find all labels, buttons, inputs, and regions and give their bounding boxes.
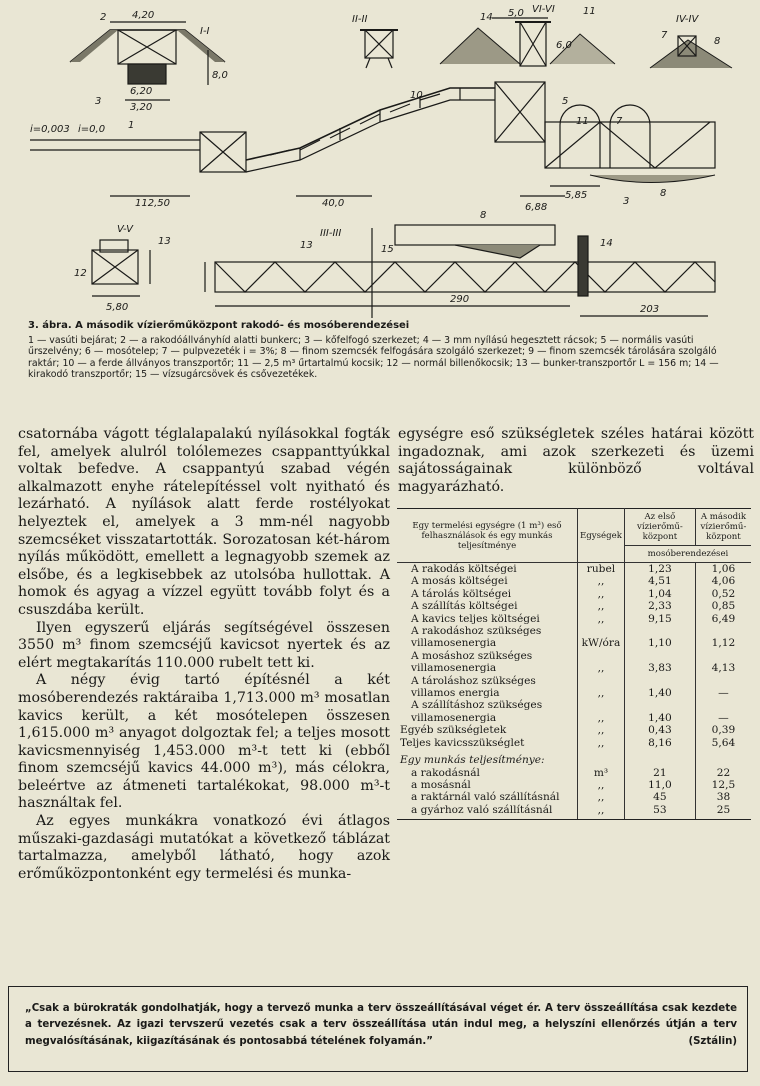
row-value-2: 25 — [695, 804, 751, 820]
dim-320: 3,20 — [130, 102, 153, 113]
row-label: a rakodásnál — [411, 766, 480, 779]
callout-7b: 7 — [616, 116, 623, 127]
row-value-2: 38 — [716, 791, 731, 804]
row-unit: ,, — [578, 650, 625, 675]
section-II-II — [360, 30, 398, 68]
figure-caption — [28, 320, 750, 381]
header-sub: mosóberendezései — [624, 546, 751, 563]
dim-620: 6,20 — [130, 86, 153, 97]
callout-5: 5 — [562, 96, 569, 107]
callout-1: 1 — [128, 120, 135, 131]
table-row — [397, 804, 751, 820]
paragraph: egységre eső szükségletek széles határai között ingadoznak, ami azok szerkezeti és üzemi sajátosságainak különböző voltával magyarázható. — [398, 426, 754, 495]
row-value-1: 1,40 — [624, 675, 695, 700]
row-value-2: 12,5 — [711, 778, 736, 791]
dim-290: 290 — [450, 294, 470, 305]
row-label: A mosáshoz szükséges villamosenergia — [411, 649, 533, 675]
header-col2: A második vízierőmű-központ — [695, 509, 751, 546]
table-row — [397, 724, 751, 736]
header-col1: Az első vízierőmű-központ — [624, 509, 695, 546]
row-value-1: 8,16 — [624, 737, 695, 749]
row-unit: ,, — [578, 575, 625, 587]
quote-author: (Sztálin) — [688, 1035, 737, 1047]
gradient-label: i=0,003 — [30, 124, 70, 135]
row-label: Teljes kavicsszükséglet — [400, 736, 525, 749]
row-unit: ,, — [578, 737, 625, 749]
left-column — [18, 426, 390, 883]
row-value-1: 45 — [624, 791, 695, 803]
quote-text: „Csak a bürokraták gondolhatják, hogy a tervező munka a terv összeállításával véget ér. A terv összeállítása csak kezdete a tervezésnek. Az igazi tervszerű vezetés csak a terv összeállítása után indul meg, a helyszíni ellenőrzés útján a terv megvalósításának, kiigazításának és pontosabbá tételének folyamán.” — [25, 1003, 737, 1047]
row-value-1: 21 — [624, 767, 695, 779]
dim-1125: 112,50 — [135, 198, 170, 209]
label-section-I: I-I — [200, 26, 210, 37]
row-label: A tárolás költségei — [411, 587, 512, 600]
row-unit: ,, — [578, 675, 625, 700]
row-value-1: 2,33 — [624, 600, 695, 612]
row-value-2: 4,06 — [711, 575, 736, 588]
row-value-1: 53 — [624, 804, 695, 820]
row-value-1: 4,51 — [624, 575, 695, 587]
callout-12: 12 — [74, 268, 87, 279]
table-row — [397, 737, 751, 749]
label-section-VI: VI-VI — [532, 4, 555, 15]
table-row — [397, 613, 751, 625]
table-section-row — [397, 749, 751, 766]
dim-420: 4,20 — [132, 10, 155, 21]
row-label: a raktárnál való szállításnál — [411, 791, 560, 804]
row-value-2: 0,52 — [711, 587, 736, 600]
callout-13b: 13 — [300, 240, 313, 251]
row-unit: kW/óra — [578, 625, 625, 650]
row-label: A szállításhoz szükséges villamosenergia — [411, 699, 543, 724]
row-value-1: 1,10 — [624, 625, 695, 650]
caption-legend: 1 — vasúti bejárat; 2 — a rakodóállványhíd alatti bunkerc; 3 — kőfelfogó szerkezet; 4 — 3 mm nyílású hegesztett rácsok; 5 — normális vasúti űrszelvény; 6 — mosótelep; 7 — pulpvezeték i = 3%; 8 — finom szemcsék felfogására szolgáló szerkezet; 9 — finom szemcsék tárolására szolgáló raktár; 10 — a ferde állványos transzportőr; 11 — 2,5 m³ űrtartalmú kocsik; 12 — normál billenőkocsik; 13 — bunker-transzportőr L = 156 m; 14 — kirakodó transzportőr; 15 — vízsugárcsövek és csővezetékek. — [28, 334, 719, 380]
row-value-1: 0,43 — [624, 724, 695, 736]
paragraph: Az egyes munkákra vonatkozó évi átlagos műszaki-gazdasági mutatókat a következő táblázat tartalmazza, amelyből látható, hogy azok erőműközpontonként egy termelési és munka- — [18, 813, 390, 882]
dim-60: 6,0 — [556, 40, 572, 51]
callout-3: 3 — [95, 96, 102, 107]
label-section-II: II-II — [352, 14, 368, 25]
indicators-table — [397, 508, 751, 820]
dim-80: 8,0 — [212, 70, 228, 81]
callout-8b: 8 — [660, 188, 667, 199]
main-elevation — [30, 82, 715, 196]
table-row — [397, 767, 751, 779]
callout-13: 13 — [158, 236, 171, 247]
section-label: Egy munkás teljesítménye: — [400, 754, 545, 767]
row-unit: ,, — [578, 779, 625, 791]
header-label: Egy termelési egységre (1 m³) eső felhasználások és egy munkás teljesítménye — [397, 509, 578, 563]
dim-585: 5,85 — [565, 190, 588, 201]
callout-3b: 3 — [623, 196, 630, 207]
technical-drawing — [0, 0, 760, 318]
row-value-2: — — [718, 687, 729, 700]
callout-14: 14 — [480, 12, 493, 23]
row-unit: ,, — [578, 699, 625, 724]
quote-box — [8, 986, 748, 1072]
callout-10: 10 — [410, 90, 423, 101]
table-row — [397, 779, 751, 791]
row-label: A szállítás költségei — [411, 600, 518, 613]
row-unit: ,, — [578, 600, 625, 612]
row-unit: ,, — [578, 804, 625, 820]
row-value-2: 6,49 — [711, 612, 736, 625]
row-label: a mosásnál — [411, 778, 471, 791]
row-unit: rubel — [578, 563, 625, 576]
callout-2: 2 — [100, 12, 107, 23]
table-row — [397, 791, 751, 803]
callout-11: 11 — [583, 6, 596, 17]
table-row — [397, 600, 751, 612]
row-unit: ,, — [578, 588, 625, 600]
row-value-1: 9,15 — [624, 613, 695, 625]
row-value-1: 3,83 — [624, 650, 695, 675]
callout-15: 15 — [381, 244, 394, 255]
row-value-2: 22 — [716, 766, 731, 779]
row-value-1: 1,40 — [624, 699, 695, 724]
row-label: Egyéb szükségletek — [400, 724, 507, 737]
row-value-1: 11,0 — [624, 779, 695, 791]
row-label: A tároláshoz szükséges villamos energia — [411, 674, 536, 700]
gradient-label-2: i=0,0 — [78, 124, 106, 135]
table-row — [397, 588, 751, 600]
label-section-IV: IV-IV — [676, 14, 699, 25]
table-row — [397, 625, 751, 650]
table-row — [397, 575, 751, 587]
row-value-2: 0,39 — [711, 724, 736, 737]
header-unit: Egységek — [578, 509, 625, 563]
dim-688: 6,88 — [525, 202, 548, 213]
label-section-V: V-V — [117, 224, 134, 235]
row-value-1: 1,04 — [624, 588, 695, 600]
row-label: A kavics teljes költségei — [411, 612, 540, 625]
row-unit: ,, — [578, 724, 625, 736]
table-row — [397, 563, 751, 576]
row-label: a gyárhoz való szállításnál — [397, 804, 578, 820]
row-value-2: — — [718, 711, 729, 724]
row-unit: ,, — [578, 613, 625, 625]
label-section-III: III-III — [320, 228, 342, 239]
row-value-2: 1,12 — [711, 637, 736, 650]
callout-8c: 8 — [480, 210, 487, 221]
row-value-2: 0,85 — [711, 600, 736, 613]
paragraph: Ilyen egyszerű eljárás segítségével összesen 3550 m³ finom szemcséjű kavicsot nyertek és az elért megtakarítás 110.000 rubelt tett ki. — [18, 619, 390, 671]
table-row — [397, 650, 751, 675]
row-label: A rakodáshoz szükséges villamosenergia — [411, 625, 542, 650]
dim-50: 5,0 — [508, 8, 524, 19]
row-value-2: 1,06 — [711, 563, 736, 575]
paragraph: A négy évig tartó építésnél a két mosóberendezés raktáraiba 1,713.000 m³ mosatlan kavics került, a két mosótelepen összesen 1,615.000 m³ anyagot dolgoztak fel; a teljes mosott kavicsmennyiség 1,453.000 m³-t tett ki (ebből finom szemcséjű kavics 44.000 m³), más célokra, beleértve az átmeneti tartalékokat, 98.000 m³-t használtak fel. — [18, 672, 390, 812]
right-column — [398, 426, 754, 496]
dim-203: 203 — [640, 304, 660, 315]
callout-8: 8 — [714, 36, 721, 47]
caption-title: 3. ábra. A második vízierőműközpont rakodó- és mosóberendezései — [28, 320, 410, 331]
callout-14b: 14 — [600, 238, 613, 249]
row-value-2: 4,13 — [711, 662, 736, 675]
row-label: A rakodás költségei — [411, 563, 517, 575]
table-row — [397, 699, 751, 724]
row-value-2: 5,64 — [711, 736, 736, 749]
row-label: A mosás költségei — [411, 575, 508, 588]
dim-400: 40,0 — [322, 198, 345, 209]
row-unit: ,, — [578, 791, 625, 803]
section-V-V — [92, 240, 150, 296]
section-VI-VI — [440, 18, 615, 66]
row-value-1: 1,23 — [624, 563, 695, 576]
table-row — [397, 675, 751, 700]
callout-7: 7 — [661, 30, 668, 41]
dim-580: 5,80 — [106, 302, 129, 313]
paragraph: csatornába vágott téglalapalakú nyílásokkal fogták fel, amelyek alulról tolólemezes csappanttyúkkal voltak befedve. A csappantyú szabad végén alkalmazott enyhe rátelepítéssel volt nyitható és lezárható. A nyílások alatt ferde rostélyokat helyeztek el, amelyek a 3 mm-nél nagyobb szemcséket visszatartották. Sorozatosan két-három nyílás működött, emellett a legnagyobb szemek az elsőbe, és a legkisebbek az utolsóba hullottak. A homok és agyag a vízzel együtt tovább folyt és a csuszdába került. — [18, 426, 390, 618]
row-unit: m³ — [578, 767, 625, 779]
callout-11b: 11 — [576, 116, 589, 127]
